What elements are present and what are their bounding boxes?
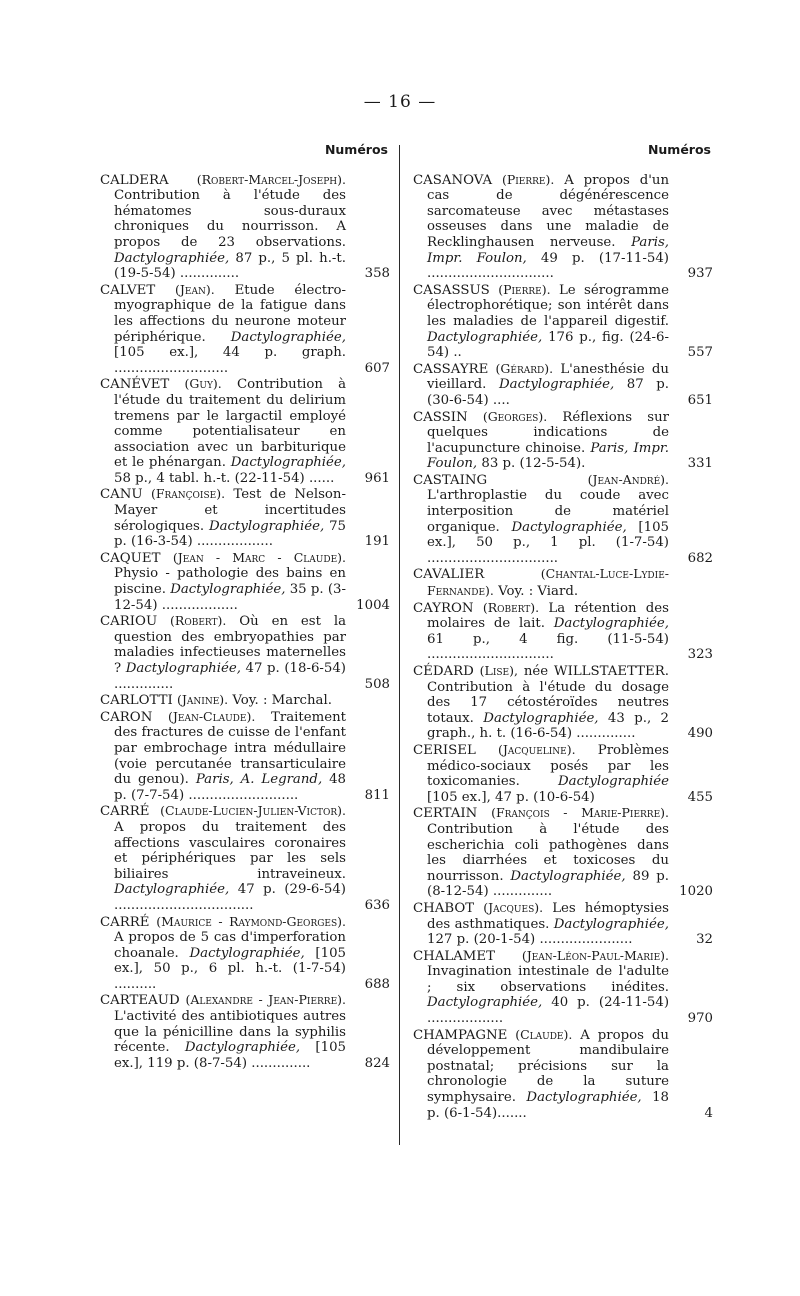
entry-details: [105 ex.], 50 p., 1 pl. (1-7-54) ...............................	[427, 519, 669, 566]
entry-details: 87 p. (30-6-54) ....	[427, 377, 670, 408]
author-given-names: (Pierre).	[501, 171, 555, 187]
author-surname: CHALAMET	[413, 948, 495, 964]
entry-publication: Dactylographiée,	[553, 916, 670, 932]
catalog-entry	[100, 709, 390, 804]
entry-title: Invagination intestinale de l'adulte ; six observations inédites.	[427, 964, 669, 995]
author-surname: CHAMPAGNE	[413, 1027, 508, 1043]
author-surname: CARON	[100, 709, 153, 725]
author-given-names: (Pierre).	[498, 281, 551, 297]
entry-title: Contribution à l'étude des escherichia coli pathogènes dans les diarrhées et toxicoses du nourrisson.	[427, 821, 669, 884]
author-given-names: (Jean-Claude).	[168, 708, 256, 724]
entry-publication: Dactylographiée,	[230, 455, 346, 471]
entry-publication: Dactylographiée,	[208, 518, 325, 534]
author-given-names: (Alexandre - Jean-Pierre).	[185, 992, 346, 1008]
author-surname: CARRÉ	[100, 914, 150, 930]
author-given-names: (Jean).	[175, 281, 215, 297]
entry-details: 127 p. (20-1-54) ......................	[427, 932, 633, 948]
entry-details: 89 p. (8-12-54) ..............	[427, 868, 669, 900]
author-surname: CARRÉ	[100, 804, 150, 820]
page-number: — 16 —	[363, 92, 437, 112]
author-surname: CAYRON	[413, 600, 474, 616]
catalog-entry	[100, 914, 390, 993]
entry-publication: Dactylographiée,	[114, 882, 230, 898]
author-surname: CASANOVA	[413, 172, 493, 188]
author-given-names: (Jean - Marc - Claude).	[172, 549, 346, 565]
author-given-names: (Georges).	[482, 408, 548, 424]
author-given-names: (Jacqueline).	[497, 741, 576, 757]
entry-details: 176 p., fig. (24-6-54) ..	[427, 329, 669, 361]
author-given-names: (Jacques).	[483, 899, 544, 915]
catalog-entry	[100, 172, 390, 282]
entry-publication: Dactylographiée,	[230, 329, 346, 345]
entry-title: Test de Nelson-Mayer et incertitudes sérologiques.	[114, 487, 346, 534]
author-surname: CASSIN	[413, 409, 468, 425]
author-surname: CARIOU	[100, 614, 158, 630]
entry-publication: Dactylographiée,	[553, 616, 670, 632]
left-column	[100, 142, 390, 1071]
entry-title: Voy. : Viard.	[498, 584, 579, 600]
entry-publication: Dactylographiée,	[170, 582, 286, 598]
author-surname: CASASSUS	[413, 282, 490, 298]
author-given-names: (Gérard).	[495, 360, 554, 376]
entry-title: A propos de 5 cas d'imperforation choanale.	[114, 930, 346, 961]
author-given-names: (Claude-Lucien-Julien-Victor).	[160, 803, 346, 819]
author-given-names: (François - Marie-Pierre).	[491, 805, 669, 821]
author-surname: CASSAYRE	[413, 361, 489, 377]
author-surname: CARLOTTI	[100, 693, 173, 709]
entry-details: 58 p., 4 tabl. h.-t. (22-11-54) ......	[114, 470, 335, 486]
entry-details: 47 p. (18-6-54) ..............	[114, 661, 346, 692]
entry-publication: Dactylographiée,	[189, 945, 305, 961]
catalog-entry	[413, 1027, 713, 1122]
entry-publication: Dactylographiée,	[511, 519, 627, 535]
author-surname: CÉDARD	[413, 664, 474, 679]
right-column	[413, 142, 713, 1121]
entry-number: 1004	[356, 597, 390, 613]
catalog-entry	[413, 600, 713, 663]
entry-publication: Paris, Impr. Foulon,	[427, 234, 669, 266]
catalog-entry	[413, 805, 713, 900]
entry-number: 4	[704, 1105, 713, 1121]
entry-number: 490	[687, 726, 713, 742]
column-header: Numéros	[647, 142, 711, 157]
entry-title: Contribution à l'étude des hématomes sous-duraux chroniques du nourrisson. A propos de 23 observations.	[114, 188, 346, 250]
entry-title: née WILLSTAETTER. Contribution à l'étude du dosage des 17 cétostéroïdes neutres totaux.	[427, 664, 669, 726]
entry-number: 455	[687, 789, 713, 805]
catalog-entry	[413, 361, 713, 409]
entry-title: A propos du traitement des affections vasculaires coronaires et périphériques par les sels biliaires intraveineux.	[114, 819, 346, 882]
catalog-entry	[413, 566, 713, 599]
entry-number: 358	[364, 266, 390, 282]
author-given-names: (Lise),	[479, 663, 518, 678]
entry-title: A propos d'un cas de dégénérescence sarcomateuse avec métastases osseuses dans une maladie de Recklinghausen nerveuse.	[427, 172, 670, 250]
author-surname: CALDERA	[100, 172, 169, 188]
author-surname: CAVALIER	[413, 567, 485, 583]
author-given-names: (Claude).	[515, 1026, 573, 1042]
left-entry-list	[100, 172, 390, 1072]
entry-details: [105 ex.], 119 p. (8-7-54) ..............	[114, 1040, 346, 1071]
entry-title: Réflexions sur quelques indications de l'acupuncture chinoise.	[427, 409, 669, 456]
column-header: Numéros	[324, 142, 388, 157]
entry-details: 48 p. (7-7-54) ..........................	[114, 772, 346, 803]
author-given-names: (Janine).	[177, 692, 229, 708]
entry-details: 43 p., 2 graph., h. t. (16-6-54) ..............	[427, 710, 669, 742]
entry-title: A propos du développement mandibulaire postnatal; précisions sur la chronologie de la suture symphysaire.	[427, 1027, 669, 1106]
entry-number: 970	[687, 1011, 713, 1027]
entry-details: [105 ex.], 50 p., 6 pl. h.-t. (1-7-54) ..........	[114, 945, 346, 992]
author-given-names: (Jean-Léon-Paul-Marie).	[521, 947, 669, 963]
entry-number: 636	[364, 897, 390, 913]
entry-number: 651	[687, 392, 713, 408]
author-surname: CARTEAUD	[100, 993, 180, 1009]
author-surname: CHABOT	[413, 900, 475, 916]
entry-number: 331	[687, 456, 713, 472]
entry-details: 75 p. (16-3-54) ..................	[114, 518, 346, 550]
entry-details: 87 p., 5 pl. h.-t. (19-5-54) ..............	[114, 250, 346, 282]
entry-publication: Dactylographiée,	[427, 329, 543, 345]
author-given-names: (Guy).	[184, 376, 222, 392]
author-surname: CERTAIN	[413, 806, 478, 822]
entry-number: 811	[364, 787, 390, 803]
entry-title: L'arthroplastie du coude avec interposition de matériel organique.	[427, 488, 669, 535]
entry-title: Où en est la question des embryopathies par maladies infectieuses maternelles ?	[114, 614, 347, 676]
author-given-names: (Françoise).	[150, 486, 226, 502]
entry-number: 508	[364, 676, 390, 692]
entry-title: Physio - pathologie des bains en piscine.	[114, 566, 346, 598]
entry-number: 937	[687, 266, 713, 282]
entry-details: 47 p. (29-6-54) .................................	[114, 882, 346, 913]
author-given-names: (Robert-Marcel-Joseph).	[196, 171, 346, 187]
entry-title: Etude électro-myographique de la fatigue dans les affections du neurone moteur périphérique.	[114, 282, 347, 345]
author-surname: CANÉVET	[100, 377, 170, 393]
catalog-entry	[100, 613, 390, 692]
author-given-names: (Robert).	[482, 599, 540, 615]
entry-number: 557	[687, 345, 713, 361]
entry-publication: Dactylographiée,	[510, 868, 626, 884]
catalog-entry	[413, 742, 713, 805]
entry-details: 83 p. (12-5-54).	[481, 456, 586, 472]
entry-number: 1020	[679, 884, 713, 900]
author-surname: CERISEL	[413, 742, 476, 758]
entry-publication: Paris, Impr. Foulon,	[427, 440, 669, 472]
right-entry-list	[413, 172, 713, 1122]
entry-publication: Paris, A. Legrand,	[195, 772, 323, 788]
entry-number: 682	[687, 550, 713, 566]
entry-publication: Dactylographiée,	[114, 250, 230, 266]
catalog-entry	[100, 486, 390, 549]
entry-publication: Dactylographiée,	[483, 710, 599, 726]
entry-title: Problèmes médico-sociaux posés par les toxicomanies.	[427, 742, 669, 790]
entry-publication: Dactylographiée,	[498, 377, 615, 393]
entry-number: 824	[364, 1055, 390, 1071]
catalog-entry	[413, 409, 713, 472]
catalog-entry	[413, 282, 713, 361]
entry-title: Les hémoptysies des asthmatiques.	[427, 900, 669, 932]
entry-details: [105 ex.], 44 p. graph. ...........................	[114, 345, 346, 376]
author-surname: CAQUET	[100, 550, 161, 566]
catalog-entry	[100, 803, 390, 913]
author-given-names: (Maurice - Raymond-Georges).	[156, 913, 346, 929]
catalog-entry	[413, 172, 713, 282]
entry-details: 40 p. (24-11-54) ..................	[427, 995, 670, 1027]
entry-number: 32	[696, 932, 713, 948]
author-given-names: (Chantal-Luce-Lydie-Fernande).	[427, 566, 669, 599]
entry-publication: Dactylographiée,	[125, 661, 241, 676]
entry-details: 18 p. (6-1-54).......	[427, 1090, 670, 1121]
entry-number: 191	[364, 534, 390, 550]
author-surname: CANU	[100, 487, 143, 503]
entry-number: 323	[687, 647, 713, 663]
entry-number: 688	[364, 976, 390, 992]
column-divider	[399, 145, 400, 1145]
catalog-entry	[413, 948, 713, 1027]
entry-title: Traitement des fractures de cuisse de l'enfant par embrochage intra médullaire (voie percutanée transarticulaire du genou).	[114, 709, 347, 788]
entry-number: 961	[364, 470, 390, 486]
entry-details: 49 p. (17-11-54) ..............................	[427, 250, 669, 282]
entry-title: L'anesthésie du vieillard.	[427, 361, 670, 393]
author-surname: CASTAING	[413, 472, 488, 488]
entry-details: [105 ex.], 47 p. (10-6-54)	[427, 789, 595, 805]
entry-publication: Dactylographiée,	[184, 1040, 301, 1056]
catalog-entry	[413, 900, 713, 948]
entry-title: La rétention des molaires de lait.	[427, 600, 670, 632]
entry-number: 607	[364, 360, 390, 376]
entry-title: Le sérogramme électrophorétique; son intérêt dans les maladies de l'appareil digestif.	[427, 282, 669, 329]
entry-publication: Dactylographiée	[557, 774, 669, 790]
author-surname: CALVET	[100, 282, 156, 298]
author-given-names: (Jean-André).	[587, 471, 669, 487]
catalog-entry	[413, 663, 713, 742]
entry-details: 61 p., 4 fig. (11-5-54) ..............................	[427, 631, 669, 663]
catalog-entry	[100, 692, 390, 709]
entry-publication: Dactylographiée,	[427, 995, 543, 1011]
catalog-entry	[100, 376, 390, 486]
entry-title: Contribution à l'étude du traitement du delirium tremens par le largactil employé comme potentialisateur en association avec un barbiturique et le phénargan.	[114, 377, 347, 471]
catalog-entry	[100, 550, 390, 613]
entry-publication: Dactylographiée,	[526, 1090, 642, 1106]
entry-details: 35 p. (3-12-54) ..................	[114, 582, 346, 613]
entry-title: Voy. : Marchal.	[232, 693, 332, 709]
entry-title: L'activité des antibiotiques autres que la pénicilline dans la syphilis récente.	[114, 1009, 346, 1056]
author-given-names: (Robert).	[170, 613, 227, 629]
catalog-entry	[413, 472, 713, 567]
catalog-entry	[100, 992, 390, 1071]
catalog-entry	[100, 282, 390, 377]
